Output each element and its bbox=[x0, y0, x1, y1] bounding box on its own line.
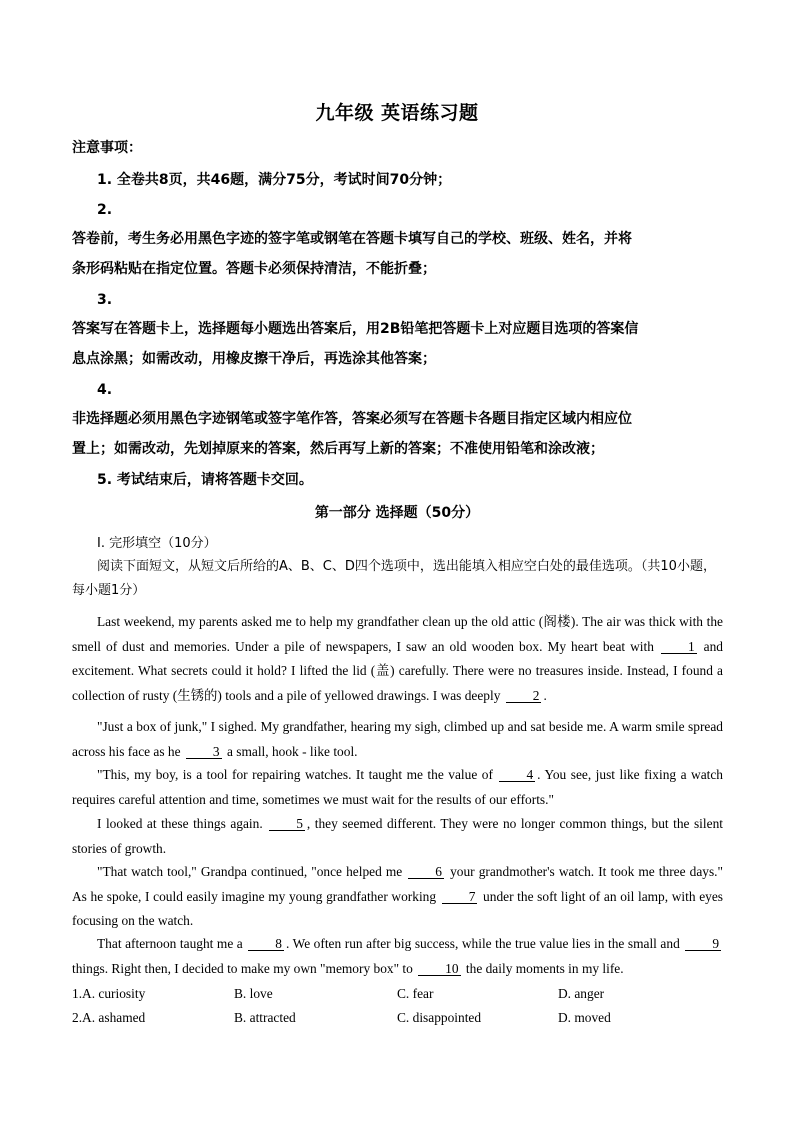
notice-heading: 注意事项： bbox=[72, 140, 142, 156]
page-title: 九年级 英语练习题 bbox=[315, 102, 479, 124]
question-1-option-c[interactable]: C. fear bbox=[397, 986, 434, 1001]
notice-item-2-number: 2. bbox=[97, 202, 113, 218]
question-2-option-a[interactable]: 2.A. ashamed bbox=[72, 1010, 146, 1025]
notice-item-1: 1. 全卷共8页，共46题，满分75分，考试时间70分钟； bbox=[97, 172, 452, 188]
notice-item-3-line-1: 答案写在答题卡上，选择题每小题选出答案后，用2B铅笔把答题卡上对应题目选项的答案信 bbox=[72, 321, 639, 337]
blank-3: 3 bbox=[186, 745, 222, 759]
blank-9: 9 bbox=[685, 937, 721, 951]
notice-item-5: 5. 考试结束后，请将答题卡交回。 bbox=[97, 472, 313, 488]
cloze-instruction: 阅读下面短文，从短文后所给的A、B、C、D四个选项中，选出能填入相应空白处的最佳选项。（共10小题，每小题1分） bbox=[72, 559, 716, 598]
question-1-option-b[interactable]: B. love bbox=[234, 986, 273, 1001]
notice-item-3-number: 3. bbox=[97, 292, 113, 308]
question-2-option-c[interactable]: C. disappointed bbox=[397, 1010, 482, 1025]
blank-8: 8 bbox=[248, 937, 284, 951]
passage-paragraph-4: I looked at these things again. 5 , they seemed different. They were no longer common things, but the silent stories of growth. bbox=[72, 816, 723, 856]
question-2-option-b[interactable]: B. attracted bbox=[234, 1010, 296, 1025]
blank-1: 1 bbox=[661, 640, 697, 654]
question-1-option-d[interactable]: D. anger bbox=[558, 986, 605, 1001]
passage-paragraph-2: "Just a box of junk," I sighed. My grandfather, hearing my sigh, climbed up and sat beside me. A warm smile spread across his face as he 3 a small, hook - like tool. bbox=[72, 719, 723, 759]
blank-2: 2 bbox=[506, 689, 542, 703]
question-2-option-d[interactable]: D. moved bbox=[558, 1010, 611, 1025]
passage-paragraph-3: "This, my boy, is a tool for repairing watches. It taught me the value of 4 . You see, just like fixing a watch requires careful attention and time, sometimes we must wait for the results of our efforts." bbox=[72, 767, 724, 807]
notice-item-2-line-2: 条形码粘贴在指定位置。答题卡必须保持清洁，不能折叠； bbox=[72, 261, 436, 277]
notice-item-4-number: 4. bbox=[97, 382, 113, 398]
passage-paragraph-5: "That watch tool," Grandpa continued, "once helped me 6 your grandmother's watch. It took me three days." As he spoke, I could easily imagine my young grandfather working 7 under the soft light of an oil lamp, with eyes focusing on the watch. bbox=[72, 864, 723, 928]
blank-10: 10 bbox=[418, 962, 460, 976]
notice-item-4-line-1: 非选择题必须用黑色字迹钢笔或签字笔作答，答案必须写在答题卡各题目指定区域内相应位 bbox=[72, 411, 632, 427]
notice-item-3-line-2: 息点涂黑；如需改动，用橡皮擦干净后，再选涂其他答案； bbox=[72, 351, 436, 367]
blank-4: 4 bbox=[499, 768, 535, 782]
blank-6: 6 bbox=[408, 865, 444, 879]
question-1-option-a[interactable]: 1.A. curiosity bbox=[72, 986, 146, 1001]
passage-paragraph-1: Last weekend, my parents asked me to help my grandfather clean up the old attic (阁楼). The air was thick with the smell of dust and memories. Under a pile of newspapers, I saw an old wooden box. My heart beat with 1 and excitement. What secrets could it hold? I lifted the lid (盖) carefully. There were no treasures inside. Instead, I found a collection of rusty (生锈的) tools and a pile of yellowed drawings. I was deeply 2 . bbox=[72, 614, 723, 703]
blank-7: 7 bbox=[442, 890, 478, 904]
notice-item-2-line-1: 答卷前，考生务必用黑色字迹的签字笔或钢笔在答题卡填写自己的学校、班级、姓名，并将 bbox=[72, 231, 632, 247]
cloze-subtitle: I. 完形填空（10分） bbox=[97, 536, 217, 551]
notice-item-4-line-2: 置上；如需改动，先划掉原来的答案，然后再写上新的答案；不准使用铅笔和涂改液； bbox=[72, 441, 604, 457]
passage-paragraph-6: That afternoon taught me a 8 . We often run after big success, while the true value lies in the small and 9 things. Right then, I decided to make my own "memory box" to 10 the daily moments in my life. bbox=[72, 936, 720, 976]
blank-5: 5 bbox=[269, 817, 305, 831]
section-title: 第一部分 选择题（50分） bbox=[314, 505, 480, 521]
